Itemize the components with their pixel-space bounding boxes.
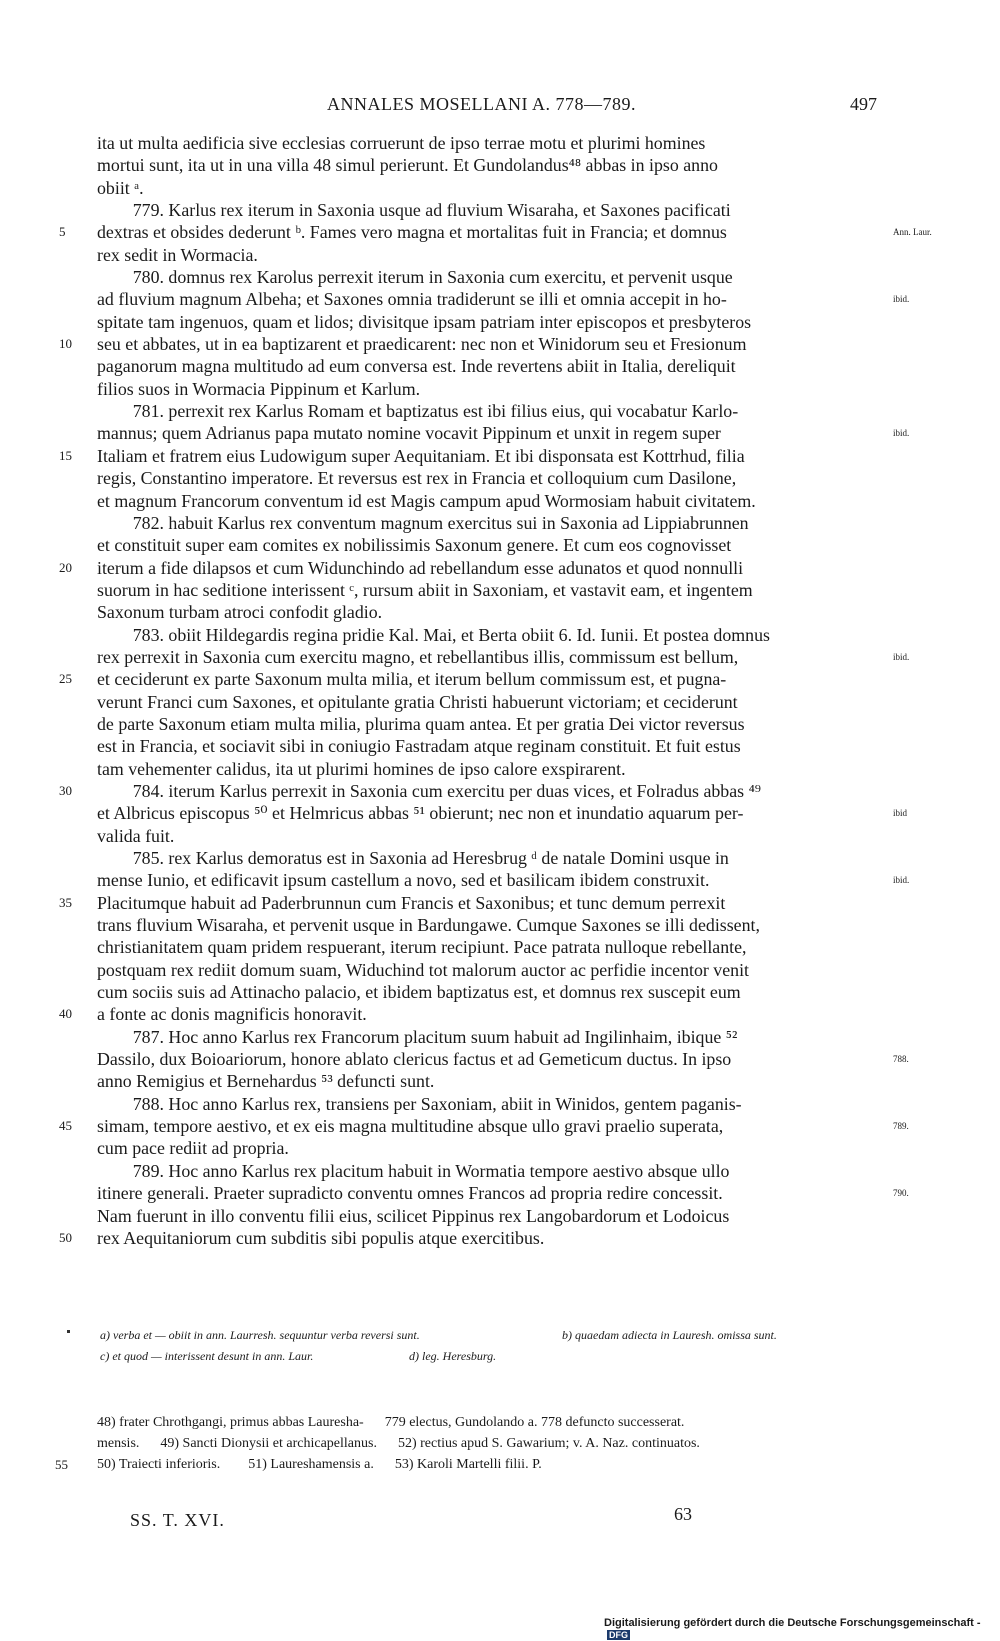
line-text: dextras et obsides dederunt ᵇ. Fames vero magna et mortalitas fuit in Francia; et domnus [97,222,727,243]
margin-tick [67,1330,70,1333]
line-text: Dassilo, dux Boioariorum, honore ablato clericus factus et ad Gemeticum ductus. In ipso [97,1049,732,1070]
line-text: filios suos in Wormacia Pippinum et Karlum. [97,378,421,399]
line-text: paganorum magna multitudo ad eum conversa est. Inde revertens abiit in Italia, dereliquit [97,356,736,377]
line-number: 20 [59,559,72,575]
text-line [97,1048,888,1070]
note-text: 50) Traiecti inferioris. 51) Laureshamensis a. 53) Karoli Martelli filii. P. [97,1457,542,1472]
footnote-a: a) verba et — obiit in ann. Laurresh. sequuntur verba reversi sunt. [100,1328,420,1342]
line-number: 25 [59,671,72,687]
text-line [97,1205,888,1227]
text-line [97,735,888,757]
line-text: 785. rex Karlus demoratus est in Saxonia ad Heresbrug ᵈ de natale Domini usque in [132,848,729,868]
note-line [97,1433,887,1454]
line-text: mannus; quem Adrianus papa mutato nomine vocavit Pippinum et unxit in regem super [97,423,721,444]
text-line [97,713,888,735]
line-text: tam vehementer calidus, ita ut plurimi homines de ipso calore exspirarent. [97,758,626,779]
line-number: 10 [59,336,72,352]
line-text: seu et abbates, ut in ea baptizarent et praedicarent: nec non et Winidorum seu et Fresionum [97,334,747,355]
note-text: mensis. 49) Sancti Dionysii et archicapellanus. 52) rectius apud S. Gawarium; v. A. Naz. continuatos. [97,1436,700,1451]
margin-note: ibid. [893,651,910,662]
text-line [97,981,888,1003]
line-text: 779. Karlus rex iterum in Saxonia usque ad fluvium Wisaraha, et Saxones pacificati [132,200,731,221]
line-number: 30 [59,782,72,798]
editorial-notes [55,1412,887,1475]
volume-signature: SS. T. XVI. [130,1510,225,1530]
line-text: spitate tam ingenuos, quam et lidos; divisitque ipsam patriam inter episcopos et presbyteros [97,311,752,332]
text-line [97,378,888,400]
line-text: 782. habuit Karlus rex conventum magnum exercitus sui in Saxonia ad Lippiabrunnen [132,512,749,533]
sheet-number: 63 [674,1504,692,1524]
footnote-c: c) et quod — interissent desunt in ann. Laur. [100,1349,314,1363]
line-text: 781. perrexit rex Karlus Romam et baptizatus est ibi filius eius, qui vocabatur Karlo- [132,401,739,422]
line-text: itinere generali. Praeter supradicto conventu omnes Francos ad propria redire concessit. [97,1183,723,1204]
main-text [59,132,932,1249]
funding-credit [604,1617,1000,1641]
line-text: valida fuit. [97,825,175,846]
text-line [59,1003,888,1025]
margin-note: 788. [893,1054,909,1065]
line-number: 5 [59,224,66,240]
page-header [0,94,1000,122]
text-line [97,244,888,266]
text-line [59,892,888,914]
line-text: et ceciderunt ex parte Saxonum multa milia, et iterum bellum commissum est, et pugna- [97,669,727,690]
margin-note: 790. [893,1188,909,1199]
line-number: 15 [59,447,72,463]
line-text: et constituit super eam comites ex nobilissimis Saxonum genere. Et cum eos cognovisset [97,535,732,556]
line-text: a fonte ac donis magnificis honoravit. [97,1004,367,1025]
line-text: regis, Constantino imperatore. Et reversus est rex in Francia et colloquium cum Dasilone, [97,468,737,489]
funding-text: Digitalisierung gefördert durch die Deutsche Forschungsgemeinschaft - [604,1617,981,1629]
apparatus-footnotes [97,1328,887,1376]
text-line [97,154,888,176]
line-text: 789. Hoc anno Karlus rex placitum habuit in Wormatia tempore aestivo absque ullo [132,1160,730,1181]
text-line [97,914,888,936]
line-number: 50 [59,1229,72,1245]
line-text: verunt Franci cum Saxones, et opitulante gratia Christi habuerunt victoriam; et ceciderunt [97,691,738,712]
text-line [97,825,888,847]
line-text: 784. iterum Karlus perrexit in Saxonia cum exercitu per duas vices, et Folradus abbas ⁴⁹ [132,780,762,801]
line-text: simam, tempore aestivo, et ex eis magna multitudine absque ullo gravi praelio superata, [97,1116,724,1137]
line-number: 35 [59,894,72,910]
line-text: trans fluvium Wisaraha, et pervenit usque in Bardungawe. Cumque Saxones se illi dedissent, [97,915,760,936]
margin-note: ibid. [893,428,910,439]
margin-note: ibid. [893,875,910,886]
text-line [97,869,888,891]
line-text: de parte Saxonum etiam multa milia, plurima quam antea. Et per gratia Dei victor reversus [97,713,745,734]
text-line [97,959,888,981]
dfg-logo: DFG [609,1630,628,1640]
text-line [97,601,888,623]
line-text: postquam rex rediit domum suam, Widuchind tot malorum auctor ac perfidie incentor venit [97,959,750,980]
margin-note: ibid [893,808,908,819]
text-line [97,132,888,154]
page-number: 497 [850,94,877,114]
running-title: ANNALES MOSELLANI A. 778—789. [327,94,636,114]
line-text: christianitatem quam pridem respuerant, iterum recipiunt. Pace patrata nulloque rebellante, [97,937,747,958]
line-number: 55 [55,1457,68,1472]
margin-note: Ann. Laur. [893,227,932,238]
line-text: est in Francia, et sociavit sibi in coniugio Fastradam atque reginam constituit. Et fuit estus [97,736,741,757]
line-text: mense Iunio, et edificavit ipsum castellum a novo, sed et basilicam ibidem construxit. [97,870,710,891]
text-line [97,646,888,668]
text-line [59,668,888,690]
line-text: 787. Hoc anno Karlus rex Francorum placitum suum habuit ad Ingilinhaim, ibique ⁵² [132,1026,738,1047]
text-line [97,579,888,601]
line-text: 788. Hoc anno Karlus rex, transiens per Saxoniam, abiit in Winidos, gentem paganis- [132,1093,742,1114]
text-line [59,1227,888,1249]
text-line [97,422,888,444]
line-text: cum sociis suis ad Attinacho palacio, et ibidem baptizatus est, et domnus rex suscepit eum [97,982,741,1003]
line-text: Nam fuerunt in illo conventu filii eius, scilicet Pippinus rex Langobardorum et Lodoicus [97,1205,730,1226]
text-line [97,534,888,556]
text-line [59,1115,888,1137]
line-text: Saxonum turbam atroci confodit gladio. [97,602,383,623]
text-line [97,355,888,377]
text-line [97,691,888,713]
line-text: cum pace rediit ad propria. [97,1138,289,1159]
text-line [59,333,888,355]
line-text: mortui sunt, ita ut in una villa 48 simul perierunt. Et Gundolandus⁴⁸ abbas in ipso anno [97,155,718,176]
line-text: et Albricus episcopus ⁵⁰ et Helmricus abbas ⁵¹ obierunt; nec non et inundatio aquarum per- [97,803,744,824]
text-line [97,1137,888,1159]
text-line [97,490,888,512]
line-text: iterum a fide dilapsos et cum Widunchindo ad rebellandum esse adunatos et quod nonnulli [97,557,744,578]
text-line [97,758,888,780]
footnote-b: b) quaedam adiecta in Lauresh. omissa sunt. [562,1328,777,1342]
line-text: anno Remigius et Bernehardus ⁵³ defuncti sunt. [97,1071,435,1092]
line-text: Placitumque habuit ad Paderbrunnun cum Francis et Saxonibus; et tunc demum perrexit [97,892,726,913]
line-number: 45 [59,1118,72,1134]
note-line [55,1454,887,1475]
text-line [97,311,888,333]
text-line [97,177,888,199]
text-line [59,221,888,243]
text-line [97,1070,888,1092]
text-line [97,802,888,824]
note-text: 48) frater Chrothgangi, primus abbas Lauresha- 779 electus, Gundolando a. 778 defuncto successerat. [97,1415,685,1430]
line-text: rex sedit in Wormacia. [97,244,258,265]
text-line [97,467,888,489]
text-line [97,288,888,310]
footnote-d: d) leg. Heresburg. [409,1349,497,1363]
text-line [59,445,888,467]
line-text: Italiam et fratrem eius Ludowigum super Aequitaniam. Et ibi disponsata est Kottrhud, filia [97,445,745,466]
line-text: suorum in hac seditione interissent ᶜ, rursum abiit in Saxoniam, et vastavit eam, et ingentem [97,579,753,600]
margin-note: ibid. [893,294,910,305]
line-text: ad fluvium magnum Albeha; et Saxones omnia tradiderunt se illi et omnia accepit in ho- [97,289,727,310]
line-text: ita ut multa aedificia sive ecclesias corruerunt de ipso terrae motu et plurimi homines [97,133,706,153]
text-line [59,557,888,579]
line-text: rex Aequitaniorum cum subditis sibi populis atque exercitibus. [97,1227,545,1248]
line-text: rex perrexit in Saxonia cum exercitu magno, et rebellantibus illis, commissum est bellum, [97,646,739,667]
text-line [97,936,888,958]
text-line [97,512,888,534]
line-text: et magnum Francorum conventum id est Magis campum apud Wormosiam habuit civitatem. [97,490,756,511]
line-text: obiit ᵃ. [97,177,144,198]
note-line [97,1412,887,1433]
line-text: 783. obiit Hildegardis regina pridie Kal. Mai, et Berta obiit 6. Id. Iunii. Et postea domnus [132,624,770,645]
line-text: 780. domnus rex Karolus perrexit iterum in Saxonia cum exercitu, et pervenit usque [132,267,733,288]
line-number: 40 [59,1006,72,1022]
text-line [97,1182,888,1204]
margin-note: 789. [893,1121,909,1132]
